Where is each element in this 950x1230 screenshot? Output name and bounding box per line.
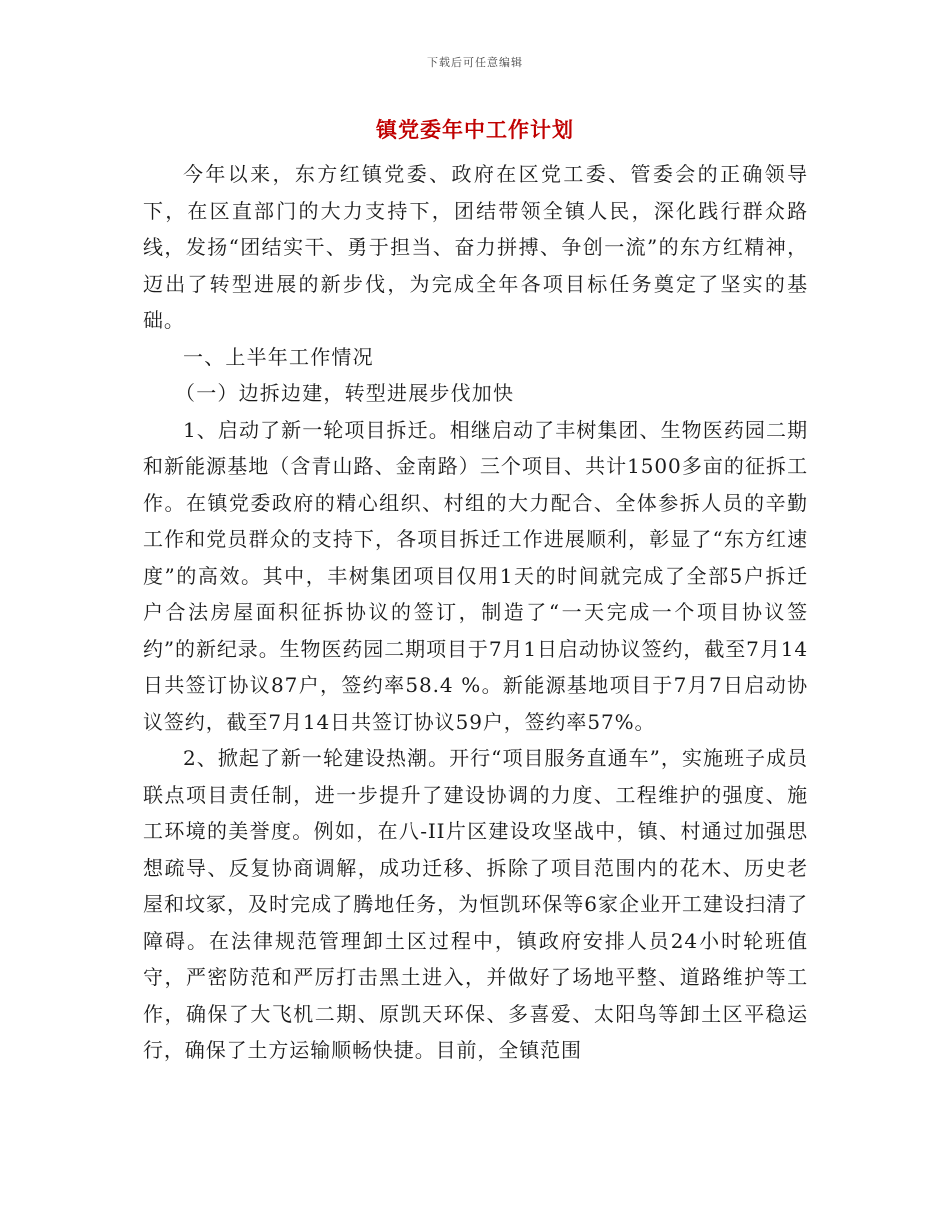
subsection-heading-1: （一）边拆边建，转型进展步伐加快 [175,381,515,405]
document-title: 镇党委年中工作计划 [376,117,574,142]
header-note: 下载后可任意编辑 [427,56,523,69]
document-body [143,156,808,1069]
section-heading-1: 一、上半年工作情况 [183,344,374,369]
item-paragraph-1: 1、启动了新一轮项目拆迁。相继启动了丰树集团、生物医药园二期和新能源基地（含青山路、金南路）三个项目、共计1500多亩的征拆工作。在镇党委政府的精心组织、村组的大力配合、全体参拆人员的辛勤工作和党员群众的支持下，各项目拆迁工作进展顺利，彰显了“东方红速度”的高效。其中，丰树集团项目仅用1天的时间就完成了全部5户拆迁户合法房屋面积征拆协议的签订，制造了“一天完成一个项目协议签约”的新纪录。生物医药园二期项目于7月1日启动协议签约，截至7月14日共签订协议87户，签约率58.4 %。新能源基地项目于7月7日启动协议签约，截至7月14日共签订协议59户，签约率57%。 [143,417,808,734]
intro-paragraph: 今年以来，东方红镇党委、政府在区党工委、管委会的正确领导下，在区直部门的大力支持下，团结带领全镇人民，深化践行群众路线，发扬“团结实干、勇于担当、奋力拼搏、争创一流”的东方红精神，迈出了转型进展的新步伐，为完成全年各项目标任务奠定了坚实的基础。 [143,162,808,332]
item-paragraph-2: 2、掀起了新一轮建设热潮。开行“项目服务直通车”，实施班子成员联点项目责任制，进一步提升了建设协调的力度、工程维护的强度、施工环境的美誉度。例如，在八-II片区建设攻坚战中，镇、村通过加强思想疏导、反复协商调解，成功迁移、拆除了项目范围内的花木、历史老屋和坟冢，及时完成了腾地任务，为恒凯环保等6家企业开工建设扫清了障碍。在法律规范管理卸土区过程中，镇政府安排人员24小时轮班值守，严密防范和严厉打击黑土进入，并做好了场地平整、道路维护等工作，确保了大飞机二期、原凯天环保、多喜爱、太阳鸟等卸土区平稳运行，确保了土方运输顺畅快捷。目前，全镇范围 [143,746,808,1062]
